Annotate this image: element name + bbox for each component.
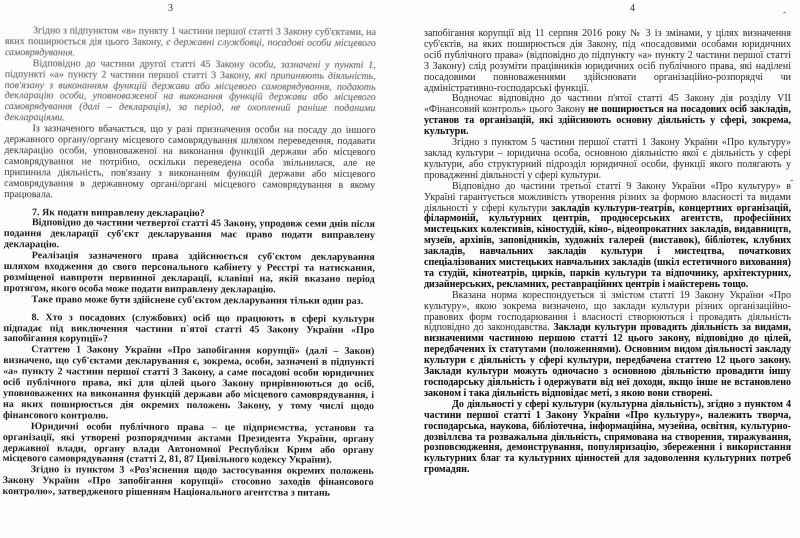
paragraph xyxy=(424,400,791,476)
paragraph xyxy=(4,59,375,126)
paragraph xyxy=(4,295,375,308)
text-segment: Вказана норма кореспондується зі змістом статті 19 Закону України «Про культуру», якою зокрема визначено, що заклади культури різних організаційно-правових форм господарювання і власності створюються і провадять діяльність відповідно до законодавства. xyxy=(424,289,791,334)
paragraph xyxy=(424,182,791,291)
text-segment: особи, зазначені у пункті 1, xyxy=(249,59,376,71)
text-segment: є державні службовці, посадові особи місцевого самоврядування. xyxy=(4,36,376,59)
text-segment: Із зазначеного вбачається, що у разі призначення особи на посаду до іншого державного органу/органу місцевого самоврядування шляхом переведення, подавати декларацію особи, уповноваженої на виконання функцій держави або місцевого самоврядування не потрібно, оскільки переведена особа звільнилася, але не припинила діяльність, пов'язану з виконанням функцій держави або місцевого самоврядування в державному органі/органі місцевого самоврядування в якому працювала. xyxy=(4,123,376,200)
paragraph xyxy=(4,251,375,297)
text-segment: Статтею 1 Закону України «Про запобігання корупції» (далі – Закон) визначено, що суб'єктами декларування є, зокрема, особи, зазначені в підпункті «а» пункту 2 частини першої статті 3 Закону, а саме посадові особи юридичних осіб публічного права, які для цілей цього Закону прирівнюються до осіб, уповноважених на виконання функцій держави або місцевого самоврядування, і на яких поширюється дія окремих положень Закону, у тому числі щодо фінансового контролю. xyxy=(2,344,375,422)
text-segment: закладів культури-театрів, концертних організацій, філармоній, культурних центрів, продюсерських агентств, професійних мистецьких колективів, кіностудій, кіно-, відеопрокатних закладів, видавництв, музеїв, архівів, заповідників, художніх галерей (виставок), бібліотек, клубних закладів, навчальних закладів культури і мистецтва, початкових спеціалізованих мистецьких навчальних закладів (шкіл естетичного виховання) та студій, кінотеатрів, цирків, парків культури та відпочинку, архітектурних, дизайнерських, рекламних, реставраційних центрів і майстерень тощо. xyxy=(424,202,791,290)
text-segment: Згідно з підпунктом «в» пункту 1 частини першої статті 3 Закону суб'єктами, на яких поширюється дія цього Закону, xyxy=(4,25,377,48)
text-segment: запобігання корупції від 11 серпня 2016 року № 3 із змінами, у цілях визначення суб'єктів, на яких поширюється дія Закону, під «посадовими особами юридичних осіб публічного права» (відповідно до підпункту «а» пункту 2 частини першої статті 3 Закону) слід розуміти працівників юридичних осіб публічного права, які наділені посадовими повноваженнями здійснювати організаційно-розпорядчі чи адміністративно-господарські функції. xyxy=(424,28,791,94)
paragraph xyxy=(424,94,791,138)
text-segment: не поширюється на посадових осіб закладів, установ та організацій, які здійснюють основну діяльність у сфері, зокрема, культури. xyxy=(424,104,792,138)
question-heading xyxy=(3,313,374,348)
paragraph xyxy=(4,124,375,202)
text-segment: Відповідно до частини другої статті 45 Закону xyxy=(32,57,250,71)
paragraph xyxy=(4,218,375,253)
text-segment: Відповідно до частини третьої статті 9 Закону України «Про культуру» в Україні гарантується можливість утворення різних за формою власності та видами діяльності у сфері культури xyxy=(424,180,791,214)
page-number-right: 4 xyxy=(630,3,635,14)
page-3-text-column xyxy=(3,26,376,500)
paragraph xyxy=(3,465,374,500)
paragraph xyxy=(424,29,791,94)
text-segment: До діяльності у сфері культури (культурна діяльність), згідно з пунктом 4 частини першої статті 1 Закону України «Про культуру», належить творча, господарська, наукова, бібліотечна, інформаційна, музейна, освітня, культурно-дозвіллєва та розважальна діяльність, спрямована на створення, тиражування, розповсюдження, демонстрування, популяризацію, збереження і використання культурних благ та культурних цінностей для задоволення культурних потреб громадян. xyxy=(424,398,791,476)
text-segment: Заклади культури провадять діяльність за видами, визначеними частиною першою статті 12 цього закону, відповідно до цілей, передбачених їх статутами (положеннями). Основним видом діяльності закладу культури є діяльність у сфері культури, передбачена статтею 12 цього закону. Заклади культури можуть одночасно з основною діяльністю провадити іншу господарську діяльність і одержувати від неї доходи, якщо інше не встановлено законом і така діяльність відповідає меті, з якою вони створені. xyxy=(424,322,791,399)
page-number-left: 3 xyxy=(168,3,173,14)
page-4-text-column xyxy=(424,28,794,476)
text-segment: Юридичні особи публічного права – це підприємства, установи та організації, які утворені розпорядчими актами Президента України, органу державної влади, органу влади Автономної Республіки Крим або органу місцевого самоврядування (статті 2, 81, 87 Цивільного кодексу України). xyxy=(2,420,374,467)
paragraph xyxy=(424,138,791,182)
paragraph xyxy=(5,26,376,61)
text-segment: Водночас відповідно до частини п'ятої статті 45 Закону дія розділу VII «Фінансовий контроль» цього Закону xyxy=(424,93,791,116)
text-segment: підпункті «а» пункту 2 частини першої статті 3 Закону, xyxy=(4,68,255,81)
scan-speck: - xyxy=(790,175,794,186)
text-segment: Відповідно до частини четвертої статті 45 Закону, упродовж семи днів після подання декларації суб'єкт декларування має право подати виправлену декларацію. xyxy=(3,217,375,251)
text-segment: Реалізація зазначеного права здійснюється суб'єктом декларування шляхом входження до свого персонального кабінету у Реєстрі та натискання, розміщеної навпроти первинної декларації, клавіші на, якій вказано період протягом, якого особа може подати виправлену декларацію. xyxy=(3,250,375,296)
text-segment: Згідно з пунктом 5 частини першої статті 1 Закону України «Про культуру» заклад культури – юридична особа, основною діяльністю якої є діяльність у сфері культури, або структурний підрозділ юридичної особи, функції якого полягають у провадженні діяльності у сфері культури. xyxy=(424,137,791,181)
paragraph xyxy=(424,291,791,400)
text-segment: Згідно із пунктом 3 «Роз'яснення щодо застосування окремих положень Закону України «Про запобігання корупції» стосовно заходів фінансового контролю», затвердженого рішенням Національного агентства з питань xyxy=(2,464,374,499)
paragraph xyxy=(3,345,374,423)
text-segment: Таке право може бути здійснене суб'єктом декларування тільки один раз. xyxy=(31,293,364,307)
text-segment: які припиняють діяльність, пов'язану з виконанням функцій держави або місцевого самоврядування, подають декларацію особи, уповноваженої на виконання функцій держави або місцевого самоврядування (далі – декларація), за період, не охоплений раніше поданими деклараціями. xyxy=(4,69,376,124)
text-segment: 7. Як подати виправлену декларацію? xyxy=(31,206,205,219)
paragraph xyxy=(3,422,374,468)
text-segment: 8. Хто з посадових (службових) осіб що працюють в сфері культури підпадає під виключення частини п`ятої статті 45 Закону України «Про запобігання корупції»? xyxy=(3,311,375,346)
scan-speck: - xyxy=(783,7,787,18)
